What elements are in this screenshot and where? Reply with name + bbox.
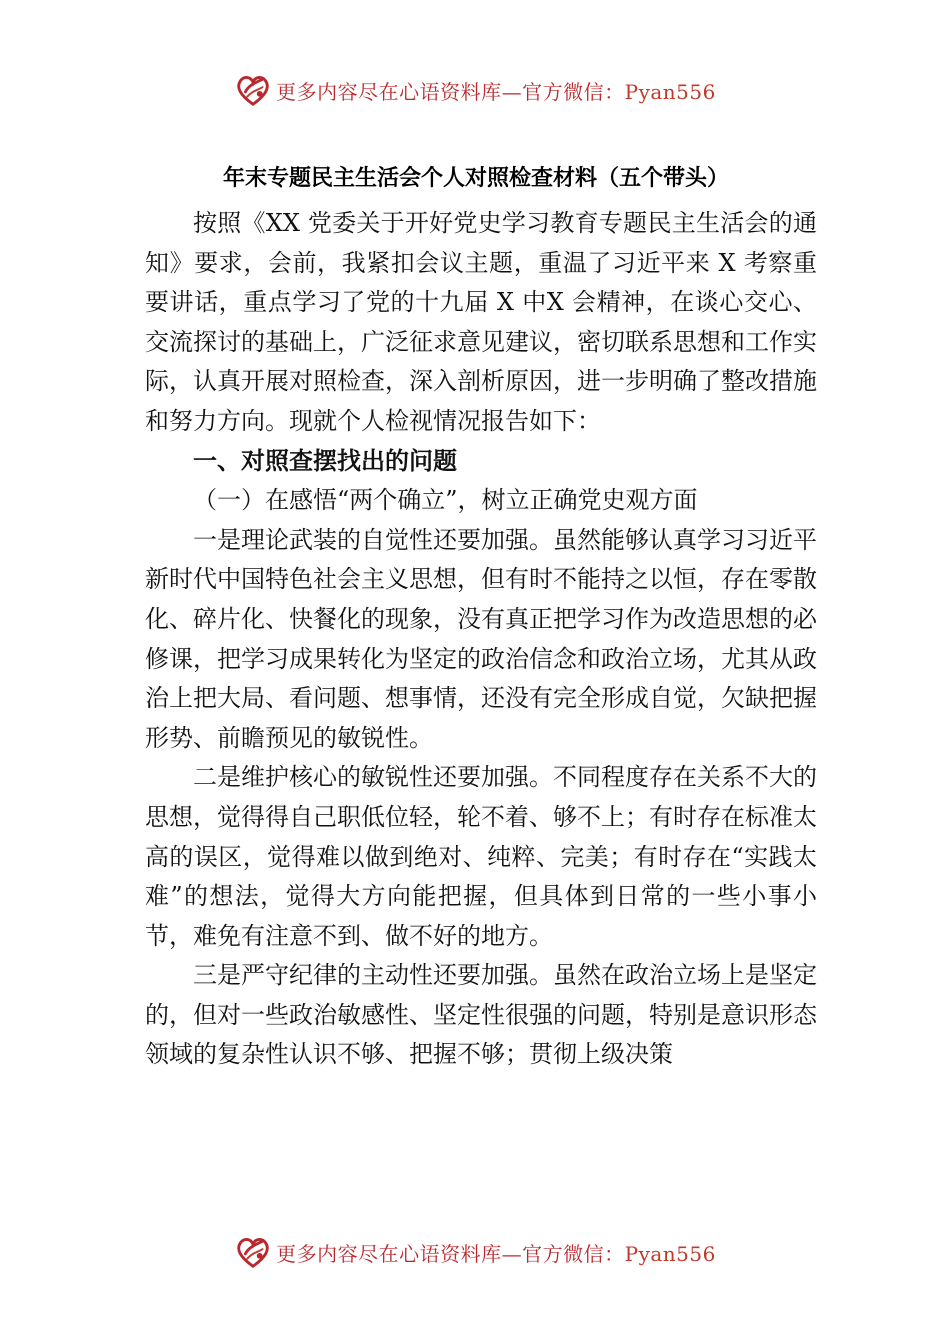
subsection-heading-1: （一）在感悟“两个确立”，树立正确党史观方面	[193, 486, 698, 515]
header-banner	[0, 68, 950, 112]
section-heading-1: 一、对照查摆找出的问题	[193, 446, 457, 475]
footer-banner	[0, 1230, 950, 1274]
red-heart-brush-logo-icon	[234, 71, 272, 109]
paragraph-intro: 按照《XX 党委关于开好党史学习教育专题民主生活会的通知》要求，会前，我紧扣会议主题，重温了习近平来 X 考察重要讲话，重点学习了党的十九届 X 中X 会精神，在谈心交心、交流探讨的基础上，广泛征求意见建议，密切联系思想和工作实际，认真开展对照检查，深入剖析原因，进一步明确了整改措施和努力方向。现就个人检视情况报告如下：	[145, 209, 817, 435]
red-heart-brush-logo-icon	[234, 1233, 272, 1271]
footer-wechat-id: Pyan556	[624, 1241, 716, 1266]
footer-banner-text: 更多内容尽在心语资料库—官方微信：Pyan556	[276, 1241, 716, 1266]
paragraph-point-1: 一是理论武装的自觉性还要加强。虽然能够认真学习习近平新时代中国特色社会主义思想，但有时不能持之以恒，存在零散化、碎片化、快餐化的现象，没有真正把学习作为改造思想的必修课，把学习成果转化为坚定的政治信念和政治立场，尤其从政治上把大局、看问题、想事情，还没有完全形成自觉，欠缺把握形势、前瞻预见的敏锐性。	[145, 525, 817, 752]
paragraph-point-3: 三是严守纪律的主动性还要加强。虽然在政治立场上是坚定的，但对一些政治敏感性、坚定性很强的问题，特别是意识形态领域的复杂性认识不够、把握不够；贯彻上级决策	[145, 961, 817, 1069]
document-title: 年末专题民主生活会个人对照检查材料（五个带头）	[222, 166, 729, 191]
document-body	[145, 156, 817, 1075]
paragraph-point-2: 二是维护核心的敏锐性还要加强。不同程度存在关系不大的思想，觉得得自己职低位轻，轮不着、够不上；有时存在标准太高的误区，觉得难以做到绝对、纯粹、完美；有时存在“实践太难”的想法，觉得大方向能把握，但具体到日常的一些小事小节，难免有注意不到、做不好的地方。	[145, 763, 817, 950]
header-banner-text: 更多内容尽在心语资料库—官方微信：Pyan556	[276, 79, 716, 104]
header-wechat-id: Pyan556	[624, 79, 716, 104]
